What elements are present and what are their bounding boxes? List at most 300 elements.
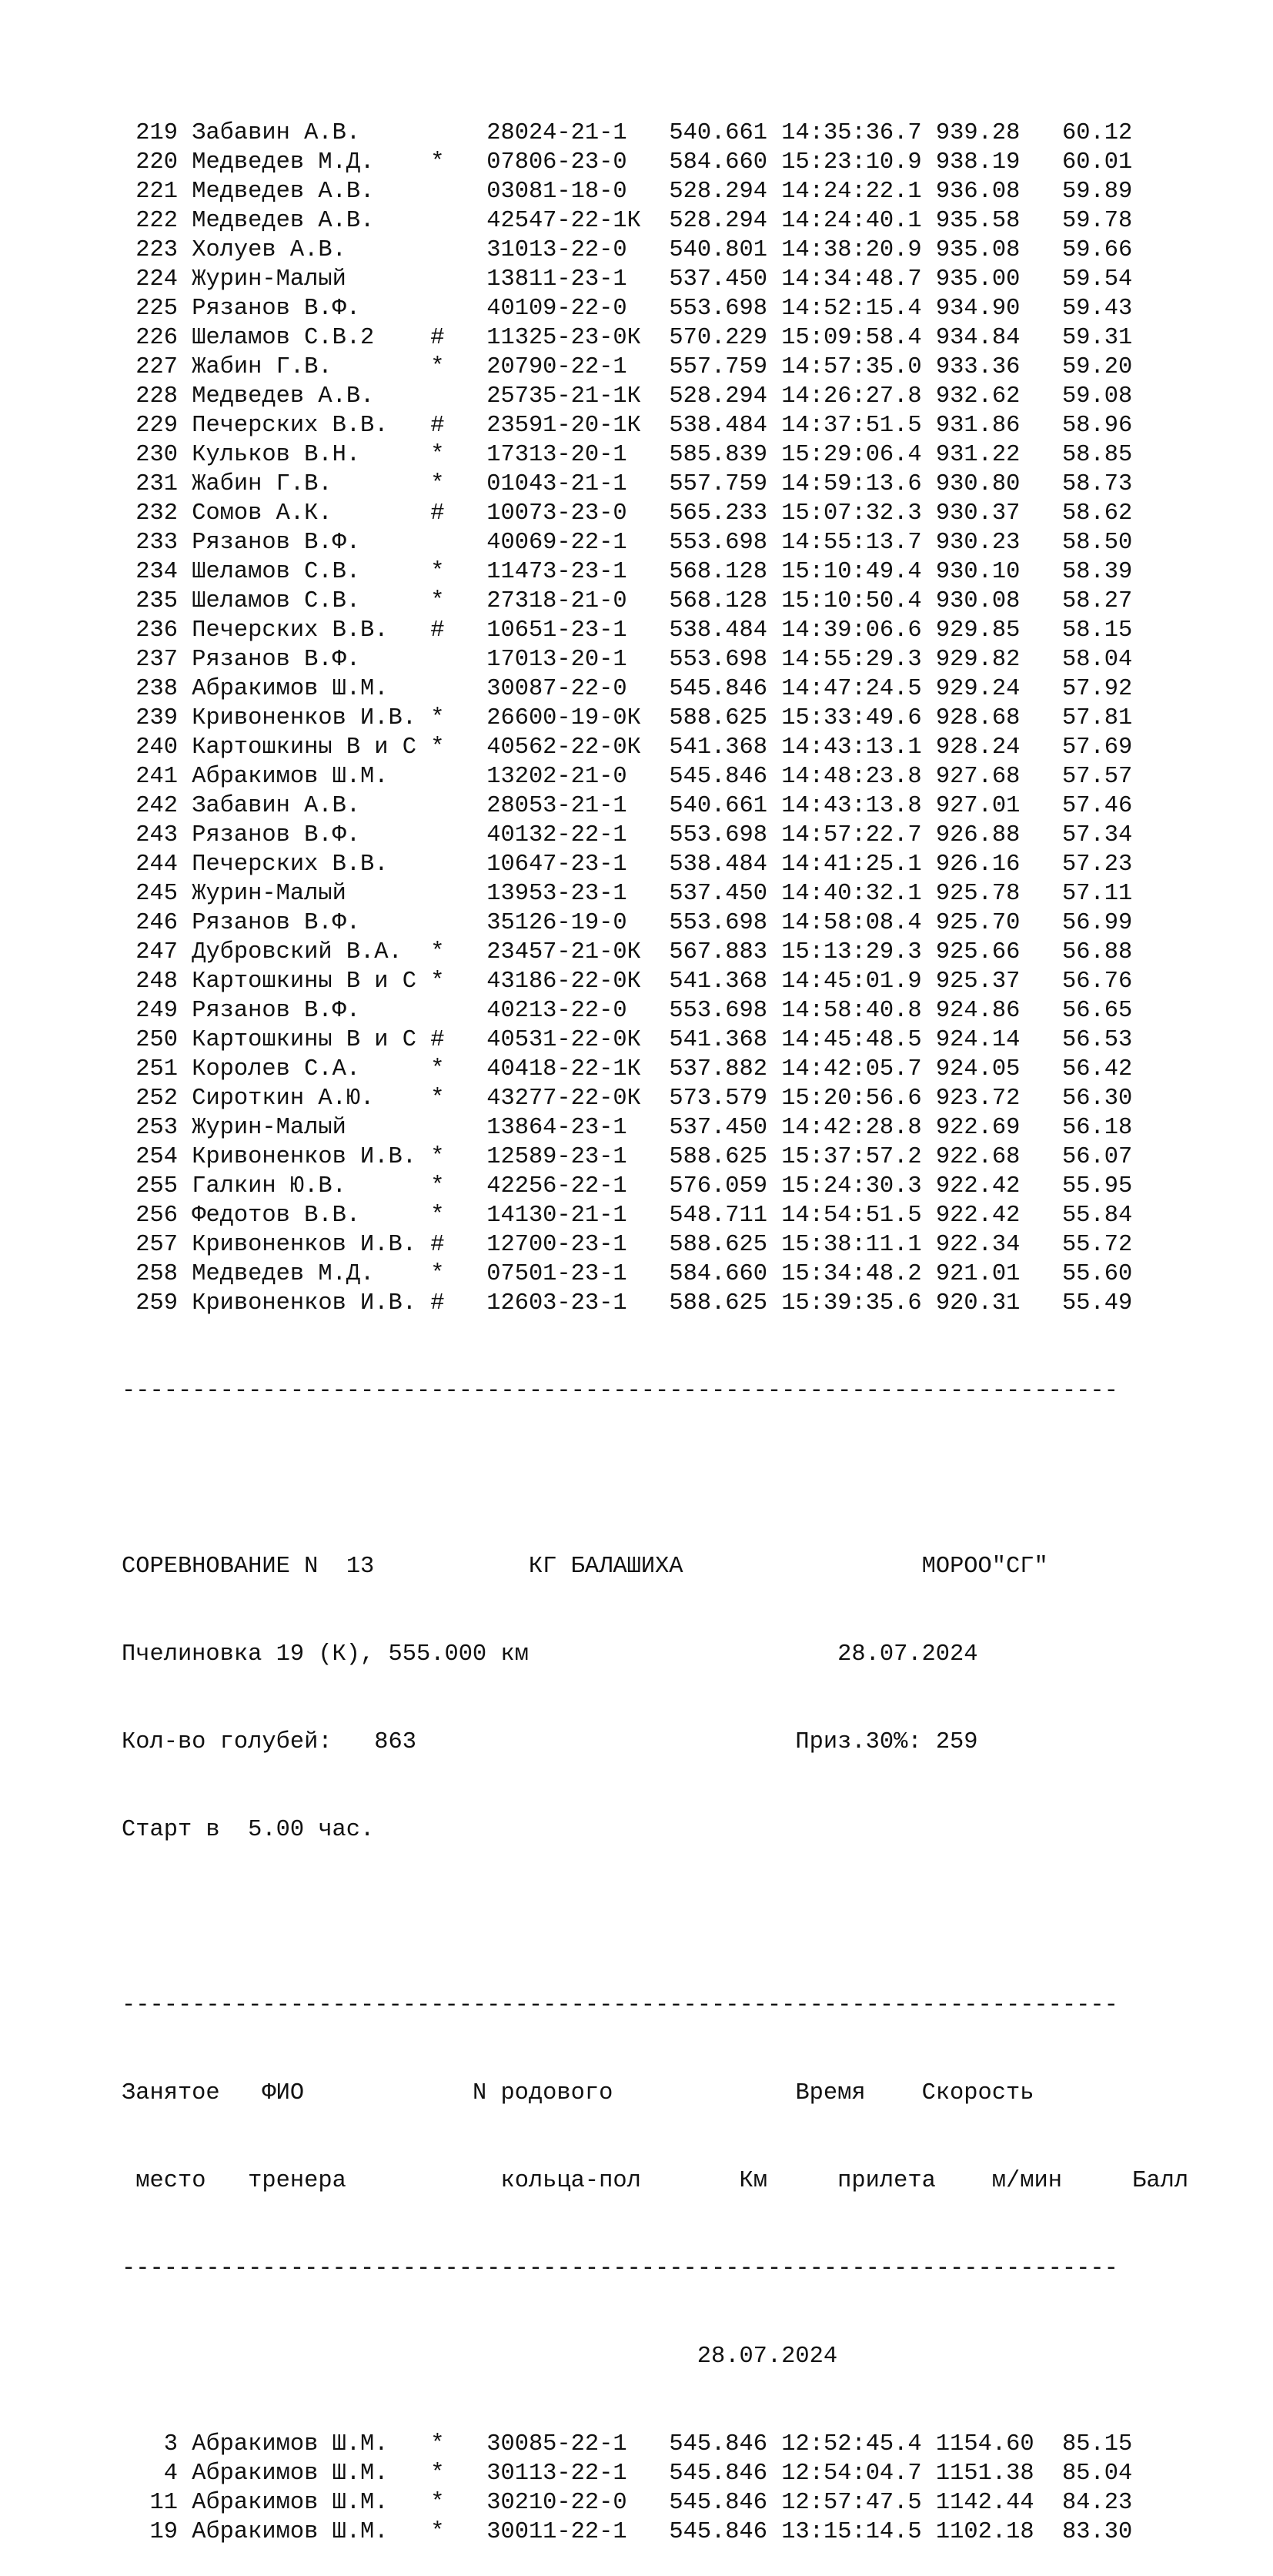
arrival-time: 14:41:25.1	[781, 851, 922, 878]
arrival-time: 15:33:49.6	[781, 705, 922, 731]
score: 59.66	[1062, 237, 1133, 263]
mark: *	[430, 1203, 445, 1229]
ring-number: 12603-23-1	[486, 1290, 641, 1316]
speed: 929.85	[935, 617, 1034, 644]
table-row	[122, 938, 1188, 967]
results-page	[122, 60, 1188, 2576]
table-row	[122, 1260, 1188, 1289]
distance-km: 553.698	[669, 647, 768, 673]
trainer-name: Журин-Малый	[192, 881, 417, 907]
mark: *	[430, 1086, 445, 1112]
score: 57.92	[1062, 676, 1133, 702]
arrival-time: 14:38:20.9	[781, 237, 922, 263]
speed: 924.05	[935, 1056, 1034, 1082]
score: 57.46	[1062, 793, 1133, 819]
trainer-name: Кривоненков И.В.	[192, 1144, 417, 1170]
ring-number: 01043-21-1	[486, 471, 641, 497]
arrival-time: 14:58:08.4	[781, 910, 922, 936]
speed: 930.08	[935, 588, 1034, 614]
distance-km: 565.233	[669, 500, 768, 527]
distance-km: 537.882	[669, 1056, 768, 1082]
mark	[430, 822, 444, 848]
speed: 922.69	[935, 1115, 1034, 1141]
mark	[430, 1115, 444, 1141]
arrival-time: 15:10:49.4	[781, 559, 922, 585]
mark	[430, 383, 444, 410]
place: 245	[122, 881, 178, 907]
arrival-time: 15:07:32.3	[781, 500, 922, 527]
ring-number: 13864-23-1	[486, 1115, 641, 1141]
table-row	[122, 1142, 1188, 1172]
prize-label: Приз.30%:	[795, 1729, 922, 1755]
ring-number: 13811-23-1	[486, 266, 641, 293]
trainer-name: Абракимов Ш.М.	[192, 2431, 417, 2457]
trainer-name: Печерских В.В.	[192, 413, 417, 439]
ring-number: 13953-23-1	[486, 881, 641, 907]
table-row	[122, 1172, 1188, 1201]
place: 233	[122, 530, 178, 556]
table-header-row-2	[122, 2166, 1188, 2196]
speed: 928.68	[935, 705, 1034, 731]
mark	[430, 676, 444, 702]
table-row	[122, 1025, 1188, 1055]
arrival-time: 15:34:48.2	[781, 1261, 922, 1287]
ring-number: 30011-22-1	[486, 2519, 641, 2545]
score: 60.12	[1062, 120, 1133, 146]
trainer-name: Медведев М.Д.	[192, 1261, 417, 1287]
arrival-time: 14:55:29.3	[781, 647, 922, 673]
trainer-name: Медведев А.В.	[192, 383, 417, 410]
mark: *	[430, 442, 445, 468]
mark: *	[430, 354, 445, 380]
trainer-name: Рязанов В.Ф.	[192, 296, 417, 322]
table-row	[122, 294, 1188, 323]
mark	[430, 793, 444, 819]
divider: -----------------------------------------------------------------------	[122, 1992, 1118, 2019]
speed: 930.10	[935, 559, 1034, 585]
mark	[430, 530, 444, 556]
arrival-time: 14:59:13.6	[781, 471, 922, 497]
place: 249	[122, 998, 178, 1024]
trainer-name: Рязанов В.Ф.	[192, 998, 417, 1024]
mark	[430, 998, 444, 1024]
table-row	[122, 1289, 1188, 1318]
mark	[430, 208, 444, 234]
arrival-time: 12:52:45.4	[781, 2431, 922, 2457]
score: 55.49	[1062, 1290, 1133, 1316]
speed: 929.82	[935, 647, 1034, 673]
mark	[430, 296, 444, 322]
score: 55.72	[1062, 1232, 1133, 1258]
trainer-name: Картошкины В и С	[192, 969, 417, 995]
table-row	[122, 528, 1188, 557]
ring-number: 35126-19-0	[486, 910, 641, 936]
place: 231	[122, 471, 178, 497]
table-row	[122, 587, 1188, 616]
place: 238	[122, 676, 178, 702]
place: 246	[122, 910, 178, 936]
trainer-name: Сомов А.К.	[192, 500, 417, 527]
ring-number: 07501-23-1	[486, 1261, 641, 1287]
place: 227	[122, 354, 178, 380]
trainer-name: Медведев А.В.	[192, 208, 417, 234]
score: 58.85	[1062, 442, 1133, 468]
place: 255	[122, 1173, 178, 1199]
place: 244	[122, 851, 178, 878]
trainer-name: Галкин Ю.В.	[192, 1173, 417, 1199]
ring-number: 42256-22-1	[486, 1173, 641, 1199]
organizer-name: МОРОО"СГ"	[921, 1554, 1048, 1580]
place: 250	[122, 1027, 178, 1053]
ring-number: 23591-20-1К	[486, 413, 641, 439]
score: 59.78	[1062, 208, 1133, 234]
arrival-time: 14:48:23.8	[781, 764, 922, 790]
distance-km: 588.625	[669, 1232, 768, 1258]
score: 58.62	[1062, 500, 1133, 527]
score: 56.18	[1062, 1115, 1133, 1141]
distance-km: 548.711	[669, 1203, 768, 1229]
trainer-name: Федотов В.В.	[192, 1203, 417, 1229]
distance-km: 588.625	[669, 1290, 768, 1316]
arrival-time: 14:42:05.7	[781, 1056, 922, 1082]
place: 232	[122, 500, 178, 527]
table-row	[122, 557, 1188, 587]
distance-km: 545.846	[669, 764, 768, 790]
place: 228	[122, 383, 178, 410]
score: 57.69	[1062, 734, 1133, 761]
table-row	[122, 2430, 1188, 2459]
arrival-time: 14:40:32.1	[781, 881, 922, 907]
table-row	[122, 440, 1188, 470]
score: 55.95	[1062, 1173, 1133, 1199]
birds-line	[122, 1728, 1188, 1757]
ring-number: 11325-23-0К	[486, 325, 641, 351]
speed: 926.16	[935, 851, 1034, 878]
score: 58.27	[1062, 588, 1133, 614]
ring-number: 17313-20-1	[486, 442, 641, 468]
ring-number: 28024-21-1	[486, 120, 641, 146]
trainer-name: Кульков В.Н.	[192, 442, 417, 468]
trainer-name: Медведев М.Д.	[192, 149, 417, 176]
mark: *	[430, 1144, 445, 1170]
ring-number: 10647-23-1	[486, 851, 641, 878]
mark: #	[430, 413, 445, 439]
mark: #	[430, 1027, 445, 1053]
arrival-time: 14:43:13.1	[781, 734, 922, 761]
speed: 932.62	[935, 383, 1034, 410]
mark: *	[430, 1173, 445, 1199]
score: 83.30	[1062, 2519, 1133, 2545]
speed: 931.86	[935, 413, 1034, 439]
score: 58.04	[1062, 647, 1133, 673]
distance-km: 537.450	[669, 1115, 768, 1141]
ring-number: 26600-19-0К	[486, 705, 641, 731]
trainer-name: Абракимов Ш.М.	[192, 2519, 417, 2545]
trainer-name: Журин-Малый	[192, 1115, 417, 1141]
speed: 936.08	[935, 179, 1034, 205]
header-time-2: прилета	[837, 2168, 936, 2194]
header-speed: Скорость	[921, 2080, 1034, 2106]
speed: 925.70	[935, 910, 1034, 936]
distance-km: 553.698	[669, 530, 768, 556]
trainer-name: Медведев А.В.	[192, 179, 417, 205]
location-line	[122, 1640, 1188, 1669]
speed: 934.90	[935, 296, 1034, 322]
trainer-name: Шеламов С.В.	[192, 588, 417, 614]
speed: 1102.18	[935, 2519, 1034, 2545]
arrival-time: 15:20:56.6	[781, 1086, 922, 1112]
table-row	[122, 499, 1188, 528]
competition-date: 28.07.2024	[837, 1641, 978, 1668]
score: 58.96	[1062, 413, 1133, 439]
place: 234	[122, 559, 178, 585]
mark	[430, 237, 444, 263]
place: 247	[122, 939, 178, 965]
trainer-name: Печерских В.В.	[192, 617, 417, 644]
speed: 920.31	[935, 1290, 1034, 1316]
arrival-time: 15:13:29.3	[781, 939, 922, 965]
mark: *	[430, 2461, 445, 2487]
arrival-time: 14:47:24.5	[781, 676, 922, 702]
score: 59.20	[1062, 354, 1133, 380]
trainer-name: Журин-Малый	[192, 266, 417, 293]
trainer-name: Забавин А.В.	[192, 793, 417, 819]
table-row	[122, 674, 1188, 704]
arrival-time: 12:57:47.5	[781, 2490, 922, 2516]
score: 57.57	[1062, 764, 1133, 790]
ring-number: 40109-22-0	[486, 296, 641, 322]
distance-km: 528.294	[669, 383, 768, 410]
competition-number: 13	[346, 1554, 375, 1580]
divider: -----------------------------------------------------------------------	[122, 1378, 1118, 1404]
trainer-name: Картошкины В и С	[192, 1027, 417, 1053]
speed: 938.19	[935, 149, 1034, 176]
table-row	[122, 2459, 1188, 2488]
arrival-time: 14:35:36.7	[781, 120, 922, 146]
arrival-time: 14:37:51.5	[781, 413, 922, 439]
arrival-time: 14:58:40.8	[781, 998, 922, 1024]
speed: 925.66	[935, 939, 1034, 965]
distance-km: 588.625	[669, 705, 768, 731]
mark: *	[430, 559, 445, 585]
table-row	[122, 206, 1188, 236]
birds-count: 863	[374, 1729, 416, 1755]
place: 242	[122, 793, 178, 819]
trainer-name: Абракимов Ш.М.	[192, 2461, 417, 2487]
distance-km: 537.450	[669, 881, 768, 907]
ring-number: 40069-22-1	[486, 530, 641, 556]
ring-number: 30085-22-1	[486, 2431, 641, 2457]
distance-km: 553.698	[669, 910, 768, 936]
table-row	[122, 470, 1188, 499]
distance-km: 528.294	[669, 208, 768, 234]
header-score: Балл	[1132, 2168, 1189, 2194]
table-row	[122, 850, 1188, 879]
mark: *	[430, 939, 445, 965]
trainer-name: Абракимов Ш.М.	[192, 2490, 417, 2516]
place: 253	[122, 1115, 178, 1141]
table-row	[122, 879, 1188, 908]
date-heading-line	[122, 2342, 1188, 2371]
birds-label: Кол-во голубей:	[122, 1729, 332, 1755]
place: 237	[122, 647, 178, 673]
speed: 935.58	[935, 208, 1034, 234]
distance-km: 545.846	[669, 2431, 768, 2457]
arrival-time: 14:57:22.7	[781, 822, 922, 848]
place: 243	[122, 822, 178, 848]
score: 55.60	[1062, 1261, 1133, 1287]
arrival-time: 14:24:40.1	[781, 208, 922, 234]
speed: 933.36	[935, 354, 1034, 380]
table-row	[122, 704, 1188, 733]
distance-km: 568.128	[669, 559, 768, 585]
score: 60.01	[1062, 149, 1133, 176]
speed: 927.01	[935, 793, 1034, 819]
distance-km: 553.698	[669, 296, 768, 322]
table-row	[122, 908, 1188, 938]
distance-km: 584.660	[669, 149, 768, 176]
distance-km: 570.229	[669, 325, 768, 351]
ring-number: 30087-22-0	[486, 676, 641, 702]
trainer-name: Жабин Г.В.	[192, 354, 417, 380]
table-row	[122, 382, 1188, 411]
table-row	[122, 177, 1188, 206]
speed: 922.34	[935, 1232, 1034, 1258]
ring-number: 11473-23-1	[486, 559, 641, 585]
score: 85.15	[1062, 2431, 1133, 2457]
distance-km: 540.661	[669, 793, 768, 819]
place: 239	[122, 705, 178, 731]
table-row	[122, 1113, 1188, 1142]
arrival-time: 12:54:04.7	[781, 2461, 922, 2487]
place: 19	[122, 2519, 178, 2545]
table-row	[122, 821, 1188, 850]
mark	[430, 851, 444, 878]
table-row	[122, 2517, 1188, 2547]
arrival-time: 14:43:13.8	[781, 793, 922, 819]
arrival-time: 14:45:48.5	[781, 1027, 922, 1053]
club-name: КГ БАЛАШИХА	[528, 1554, 683, 1580]
ring-number: 40531-22-0К	[486, 1027, 641, 1053]
distance-km: 540.801	[669, 237, 768, 263]
score: 56.65	[1062, 998, 1133, 1024]
distance-km: 541.368	[669, 1027, 768, 1053]
ring-number: 31013-22-0	[486, 237, 641, 263]
speed: 922.42	[935, 1203, 1034, 1229]
header-place: Занятое	[122, 2080, 220, 2106]
distance-km: 557.759	[669, 354, 768, 380]
table-row	[122, 353, 1188, 382]
score: 59.31	[1062, 325, 1133, 351]
score: 85.04	[1062, 2461, 1133, 2487]
speed: 930.37	[935, 500, 1034, 527]
ring-number: 10073-23-0	[486, 500, 641, 527]
mark: *	[430, 2431, 445, 2457]
distance-km: 538.484	[669, 617, 768, 644]
header-ring: N родового	[472, 2080, 613, 2106]
score: 57.81	[1062, 705, 1133, 731]
trainer-name: Кривоненков И.В.	[192, 1232, 417, 1258]
arrival-time: 14:45:01.9	[781, 969, 922, 995]
speed: 924.86	[935, 998, 1034, 1024]
trainer-name: Шеламов С.В.	[192, 559, 417, 585]
speed: 1142.44	[935, 2490, 1034, 2516]
distance-km: 537.450	[669, 266, 768, 293]
score: 58.39	[1062, 559, 1133, 585]
speed: 928.24	[935, 734, 1034, 761]
table-row	[122, 119, 1188, 148]
score: 55.84	[1062, 1203, 1133, 1229]
speed: 934.84	[935, 325, 1034, 351]
arrival-time: 15:24:30.3	[781, 1173, 922, 1199]
mark: *	[430, 969, 445, 995]
mark: #	[430, 1232, 445, 1258]
score: 58.15	[1062, 617, 1133, 644]
trainer-name: Кривоненков И.В.	[192, 1290, 417, 1316]
mark: *	[430, 705, 445, 731]
speed: 1154.60	[935, 2431, 1034, 2457]
mark: *	[430, 471, 445, 497]
arrival-time: 14:24:22.1	[781, 179, 922, 205]
distance-km: 588.625	[669, 1144, 768, 1170]
distance-km: 557.759	[669, 471, 768, 497]
arrival-time: 14:52:15.4	[781, 296, 922, 322]
ring-number: 30210-22-0	[486, 2490, 641, 2516]
mark: #	[430, 1290, 445, 1316]
table-row	[122, 265, 1188, 294]
trainer-name: Рязанов В.Ф.	[192, 822, 417, 848]
distance-km: 541.368	[669, 969, 768, 995]
ring-number: 43277-22-0К	[486, 1086, 641, 1112]
table-row	[122, 148, 1188, 177]
location: Пчелиновка 19 (К), 555.000 км	[122, 1641, 529, 1668]
start-line: Старт в 5.00 час.	[122, 1817, 375, 1843]
score: 56.53	[1062, 1027, 1133, 1053]
table-row	[122, 791, 1188, 821]
distance-km: 540.661	[669, 120, 768, 146]
speed: 935.08	[935, 237, 1034, 263]
place: 224	[122, 266, 178, 293]
mark	[430, 179, 444, 205]
score: 59.08	[1062, 383, 1133, 410]
place: 235	[122, 588, 178, 614]
arrival-time: 14:26:27.8	[781, 383, 922, 410]
score: 56.30	[1062, 1086, 1133, 1112]
results-table	[122, 2430, 1188, 2547]
table-row	[122, 1055, 1188, 1084]
speed: 931.22	[935, 442, 1034, 468]
table-row	[122, 616, 1188, 645]
prize-count: 259	[935, 1729, 978, 1755]
score: 59.89	[1062, 179, 1133, 205]
speed: 922.68	[935, 1144, 1034, 1170]
arrival-time: 15:38:11.1	[781, 1232, 922, 1258]
table-row	[122, 967, 1188, 996]
header-ring-2: кольца-пол	[500, 2168, 641, 2194]
trainer-name: Сироткин А.Ю.	[192, 1086, 417, 1112]
ring-number: 43186-22-0К	[486, 969, 641, 995]
score: 59.54	[1062, 266, 1133, 293]
distance-km: 538.484	[669, 413, 768, 439]
trainer-name: Жабин Г.В.	[192, 471, 417, 497]
speed: 924.14	[935, 1027, 1034, 1053]
table-row	[122, 1230, 1188, 1260]
table-row	[122, 733, 1188, 762]
speed: 935.00	[935, 266, 1034, 293]
table-row	[122, 411, 1188, 440]
place: 219	[122, 120, 178, 146]
trainer-name: Рязанов В.Ф.	[192, 647, 417, 673]
